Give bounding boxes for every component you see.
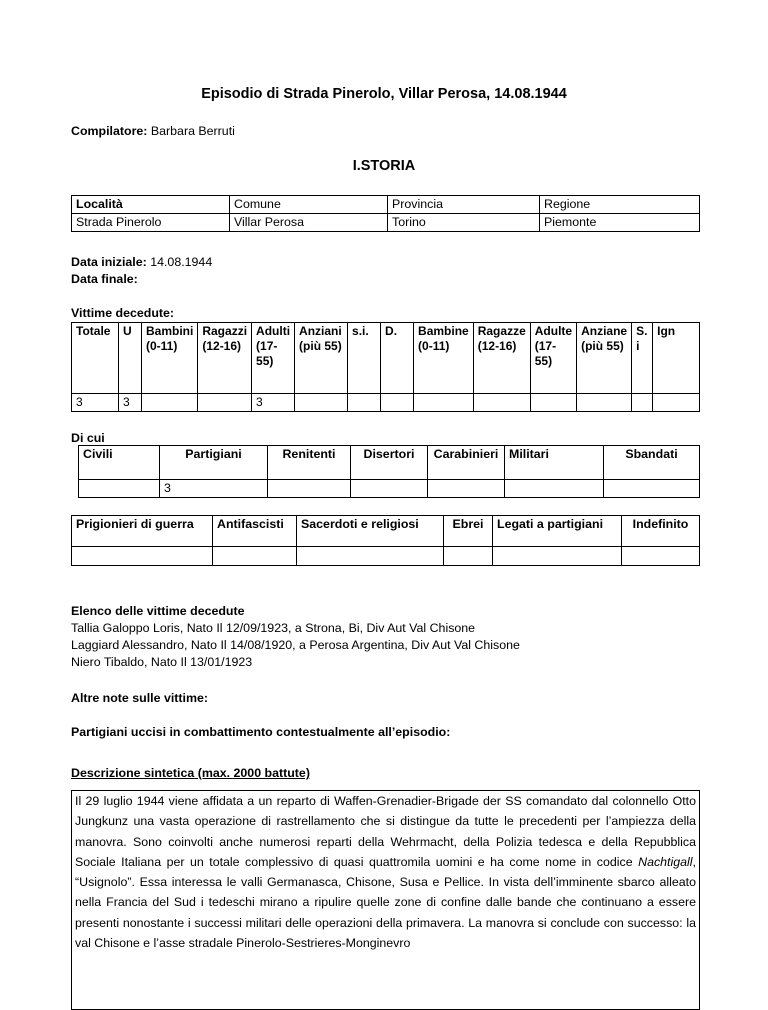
victims-header-ragazzi: Ragazzi (12-16): [198, 323, 252, 394]
category-header-legati: Legati a partigiani: [493, 516, 622, 547]
list-item: Tallia Galoppo Loris, Nato Il 12/09/1923, a Strona, Bi, Div Aut Val Chisone: [71, 621, 476, 635]
table-row: [79, 480, 700, 498]
category-value: [604, 480, 700, 498]
date-start-label: Data iniziale:: [71, 255, 147, 269]
victims-header-adulte: Adulte (17-55): [530, 323, 576, 394]
victims-header-totale: Totale: [72, 323, 119, 394]
header-localita: Località: [72, 196, 230, 214]
category2-value: [213, 547, 297, 566]
category-header-partigiani: Partigiani: [160, 446, 268, 480]
value-provincia: Torino: [388, 214, 540, 232]
altre-note-label: Altre note sulle vittime:: [71, 691, 209, 705]
category-header-prigionieri: Prigionieri di guerra: [72, 516, 213, 547]
table-row: [72, 547, 700, 566]
victims-value: [577, 394, 632, 412]
category-header-sacerdoti: Sacerdoti e religiosi: [297, 516, 444, 547]
table-row: [72, 323, 700, 394]
category-header-sbandati: Sbandati: [604, 446, 700, 480]
victims-value: [632, 394, 653, 412]
category2-value: [297, 547, 444, 566]
victims-value: [473, 394, 530, 412]
category-table-2: [71, 515, 700, 566]
victims-header-bambine: Bambine (0-11): [414, 323, 474, 394]
value-regione: Piemonte: [540, 214, 700, 232]
date-end-label: Data finale:: [71, 272, 138, 286]
category2-value: [622, 547, 700, 566]
victims-header-si2: S. i: [632, 323, 653, 394]
victims-header-bambini: Bambini (0-11): [142, 323, 198, 394]
location-table: [71, 195, 700, 232]
compilatore-label: Compilatore:: [71, 124, 148, 138]
descrizione-box: [71, 790, 700, 1010]
dicui-label: Di cui: [71, 431, 105, 445]
header-regione: Regione: [540, 196, 700, 214]
victims-value: 3: [119, 394, 142, 412]
date-start-value: 14.08.1944: [150, 255, 213, 269]
victims-value: [381, 394, 414, 412]
victims-list: [71, 603, 520, 671]
descrizione-text-before: Il 29 luglio 1944 viene affidata a un reparto di Waffen-Grenadier-Brigade der SS comandato dal colonnello Otto Jungkunz una vasta operazione di rastrellamento che si distingue da tutte le precedenti per l’ampiezza della manovra. Sono coinvolti anche numerosi reparti della Wehrmacht, della Polizia tedesca e della Repubblica Sociale Italiana per un totale complessivo di quasi quattromila uomini e ha come nome in codice: [75, 794, 696, 869]
page-title: Episodio di Strada Pinerolo, Villar Perosa, 14.08.1944: [201, 86, 567, 102]
compilatore: [71, 124, 235, 138]
category-header-ebrei: Ebrei: [444, 516, 493, 547]
category-header-indefinito: Indefinito: [622, 516, 700, 547]
victims-label: Vittime decedute:: [71, 306, 175, 320]
victims-header-adulti: Adulti (17-55): [252, 323, 295, 394]
header-provincia: Provincia: [388, 196, 540, 214]
category2-value: [72, 547, 213, 566]
victims-value: [142, 394, 198, 412]
victims-header-u: U: [119, 323, 142, 394]
date-start: [71, 254, 212, 271]
victims-value: 3: [252, 394, 295, 412]
list-item: Niero Tibaldo, Nato Il 13/01/1923: [71, 655, 253, 669]
table-row: [72, 394, 700, 412]
victims-value: [653, 394, 700, 412]
descrizione-text-after: , “Usignolo”. Essa interessa le valli Germanasca, Chisone, Susa e Pellice. In vista dell’imminente sbarco alleato nella Francia del Sud i tedeschi mirano a ripulire quelle zone di confine dalle bande che continuano a essere presenti nonostante i successi militari delle operazioni della primavera. La manovra si conclude con successo: la val Chisone e l’asse stradale Pinerolo-Sestrieres-Monginevro: [75, 854, 696, 951]
victims-value: [198, 394, 252, 412]
category-value: [79, 480, 160, 498]
category2-value: [493, 547, 622, 566]
victims-value: [414, 394, 474, 412]
victims-header-ragazze: Ragazze (12-16): [473, 323, 530, 394]
victims-header-anziani: Anziani (più 55): [295, 323, 348, 394]
category-header-militari: Militari: [505, 446, 604, 480]
victims-header-si: s.i.: [348, 323, 381, 394]
victims-value: [295, 394, 348, 412]
table-row: [72, 214, 700, 232]
victims-table: [71, 322, 700, 412]
category-header-disertori: Disertori: [351, 446, 428, 480]
category-value: [351, 480, 428, 498]
section-title: I.STORIA: [352, 158, 416, 174]
category-header-civili: Civili: [79, 446, 160, 480]
compilatore-value: Barbara Berruti: [150, 124, 235, 138]
category-header-carabinieri: Carabinieri: [428, 446, 505, 480]
value-comune: Villar Perosa: [230, 214, 388, 232]
category2-value: [444, 547, 493, 566]
descrizione-heading: Descrizione sintetica (max. 2000 battute): [71, 766, 310, 780]
category-value: 3: [160, 480, 268, 498]
category-value: [268, 480, 351, 498]
victims-list-heading: Elenco delle vittime decedute: [71, 604, 245, 618]
victims-header-anziane: Anziane (più 55): [577, 323, 632, 394]
descrizione-italic: Nachtigall: [638, 854, 693, 869]
category-header-renitenti: Renitenti: [268, 446, 351, 480]
table-row: [79, 446, 700, 480]
list-item: Laggiard Alessandro, Nato Il 14/08/1920, a Perosa Argentina, Div Aut Val Chisone: [71, 638, 520, 652]
victims-value: [530, 394, 576, 412]
header-comune: Comune: [230, 196, 388, 214]
table-row: [72, 516, 700, 547]
victims-value: 3: [72, 394, 119, 412]
partigiani-uccisi-label: Partigiani uccisi in combattimento contestualmente all’episodio:: [71, 725, 451, 739]
victims-value: [348, 394, 381, 412]
category-header-antifascisti: Antifascisti: [213, 516, 297, 547]
category-table: [78, 445, 700, 498]
value-localita: Strada Pinerolo: [72, 214, 230, 232]
category-value: [428, 480, 505, 498]
victims-header-ign: Ign: [653, 323, 700, 394]
victims-header-d: D.: [381, 323, 414, 394]
table-row: [72, 196, 700, 214]
category-value: [505, 480, 604, 498]
